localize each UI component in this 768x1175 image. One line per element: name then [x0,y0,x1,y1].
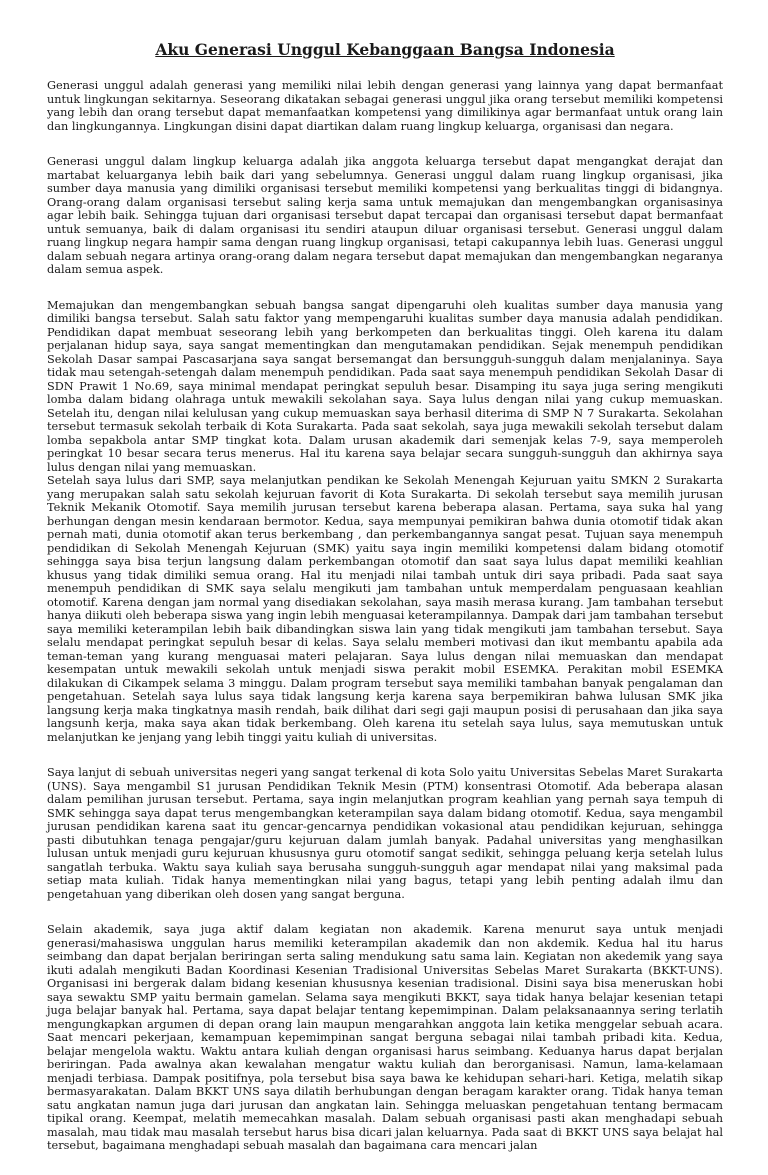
paragraph-5: Saya lanjut di sebuah universitas negeri yang sangat terkenal di kota Solo yaitu Universitas Sebelas Maret Surakarta (UNS). Saya mengambil S1 jurusan Pendidikan Teknik Mesin (PTM) konsentrasi Otomotif. Ada beberapa alasan dalam pemilihan jurusan tersebut. Pertama, saya ingin melanjutkan program keahlian yang pernah saya tempuh di SMK sehingga saya dapat terus mengembangkan keterampilan saya dalam bidang otomotif. Kedua, saya mengambil jurusan pendidikan karena saat itu gencar-gencarnya pendidikan vokasional atau pendidikan kejuruan, sehingga pasti dibutuhkan tenaga pengajar/guru kejuruan dalam jumlah banyak. Padahal universitas yang menghasilkan lulusan untuk menjadi guru kejuruan khususnya guru otomotif sangat sedikit, sehingga peluang kerja setelah lulus sangatlah terbuka. Waktu saya kuliah saya berusaha sungguh-sungguh agar mendapat nilai yang maksimal pada setiap mata kuliah. Tidak hanya mementingkan nilai yang bagus, tetapi yang lebih penting adalah ilmu dan pengetahuan yang diberikan oleh dosen yang sangat berguna. [47,766,723,901]
paragraph-4: Setelah saya lulus dari SMP, saya melanjutkan pendikan ke Sekolah Menengah Kejuruan yaitu SMKN 2 Surakarta yang merupakan salah satu sekolah kejuruan favorit di Kota Surakarta. Di sekolah tersebut saya memilih jurusan Teknik Mekanik Otomotif. Saya memilih jurusan tersebut karena beberapa alasan. Pertama, saya suka hal yang berhungan dengan mesin kendaraan bermotor. Kedua, saya mempunyai pemikiran bahwa dunia otomotif tidak akan pernah mati, dunia otomotif akan terus berkembang , dan perkembangannya sangat pesat. Tujuan saya menempuh pendidikan di Sekolah Menengah Kejuruan (SMK) yaitu saya ingin memiliki kompetensi dalam bidang otomotif sehingga saya bisa terjun langsung dalam perkembangan otomotif dan saat saya lulus dapat memiliki keahlian khusus yang tidak dimiliki semua orang. Hal itu menjadi nilai tambah untuk diri saya pribadi. Pada saat saya menempuh pendidikan di SMK saya selalu mengikuti jam tambahan untuk memperdalam penguasaan keahlian otomotif. Karena dengan jam normal yang disediakan sekolahan, saya masih merasa kurang. Jam tambahan tersebut hanya diikuti oleh beberapa siswa yang ingin lebih menguasai keterampilannya. Dampak dari jam tambahan tersebut saya memiliki keterampilan lebih baik dibandingkan siswa lain yang tidak mengikuti jam tambahan tersebut. Saya selalu mendapat peringkat sepuluh besar di kelas. Saya selalu memberi motivasi dan ikut membantu apabila ada teman-teman yang kurang menguasai materi pelajaran. Saya lulus dengan nilai memuaskan dan mendapat kesempatan untuk mewakili sekolah untuk menjadi siswa perakit mobil ESEMKA. Perakitan mobil ESEMKA dilakukan di Cikampek selama 3 minggu. Dalam program tersebut saya memiliki tambahan banyak pengalaman dan pengetahuan. Setelah saya lulus saya tidak langsung kerja karena saya berpemikiran bahwa lulusan SMK jika langsung kerja maka tingkatnya masih rendah, baik dilihat dari segi gaji maupun posisi di perusahaan dan jika saya langsunh kerja, maka saya akan tidak berkembang. Oleh karena itu setelah saya lulus, saya memutuskan untuk melanjutkan ke jenjang yang lebih tinggi yaitu kuliah di universitas. [47,474,723,744]
paragraph-3: Memajukan dan mengembangkan sebuah bangsa sangat dipengaruhi oleh kualitas sumber daya manusia yang dimiliki bangsa tersebut. Salah satu faktor yang mempengaruhi kualitas sumber daya manusia adalah pendidikan. Pendidikan dapat membuat seseorang lebih yang berkompeten dan berkualitas tinggi. Oleh karena itu dalam perjalanan hidup saya, saya sangat mementingkan dan mengutamakan pendidikan. Sejak menempuh pendidikan Sekolah Dasar sampai Pascasarjana saya sangat bersemangat dan bersungguh-sungguh dalam menjalaninya. Saya tidak mau setengah-setengah dalam menempuh pendidikan. Pada saat saya menempuh pendidikan Sekolah Dasar di SDN Prawit 1 No.69, saya minimal mendapat peringkat sepuluh besar. Disamping itu saya juga sering mengikuti lomba dalam bidang olahraga untuk mewakili sekolahan saya. Saya lulus dengan nilai yang cukup memuaskan. Setelah itu, dengan nilai kelulusan yang cukup memuaskan saya berhasil diterima di SMP N 7 Surakarta. Sekolahan tersebut termasuk sekolah terbaik di Kota Surakarta. Pada saat sekolah, saya juga mewakili sekolah tersebut dalam lomba sepakbola antar SMP tingkat kota. Dalam urusan akademik dari semenjak kelas 7-9, saya memperoleh peringkat 10 besar secara terus menerus. Hal itu karena saya belajar secara sungguh-sungguh dan akhirnya saya lulus dengan nilai yang memuaskan. [47,298,723,474]
paragraph-2: Generasi unggul dalam lingkup keluarga adalah jika anggota keluarga tersebut dapat mengangkat derajat dan martabat keluarganya lebih baik dari yang sebelumnya. Generasi unggul dalam ruang lingkup organisasi, jika sumber daya manusia yang dimiliki organisasi tersebut memiliki kompetensi yang berkualitas tinggi di bidangnya. Orang-orang dalam organisasi tersebut saling kerja sama untuk memajukan dan mengembangkan organisasinya agar lebih baik. Sehingga tujuan dari organisasi tersebut dapat tercapai dan organisasi tersebut dapat bermanfaat untuk semuanya, baik di dalam organisasi itu sendiri ataupun diluar organisasi tersebut. Generasi unggul dalam ruang lingkup negara hampir sama dengan ruang lingkup organisasi, tetapi cakupannya lebih luas. Generasi unggul dalam sebuah negara artinya orang-orang dalam negara tersebut dapat memajukan dan mengembangkan negaranya dalam semua aspek. [47,155,723,276]
document-page [47,40,723,1175]
document-title: Aku Generasi Unggul Kebanggaan Bangsa Indonesia [155,40,615,59]
paragraph-1: Generasi unggul adalah generasi yang memiliki nilai lebih dengan generasi yang lainnya yang dapat bermanfaat untuk lingkungan sekitarnya. Seseorang dikatakan sebagai generasi unggul jika orang tersebut memiliki kompetensi yang lebih dan orang tersebut dapat memanfaatkan kompetensi yang dimilikinya agar bermanfaat untuk orang lain dan lingkungannya. Lingkungan disini dapat diartikan dalam ruang lingkup keluarga, organisasi dan negara. [47,79,723,133]
paragraph-6: Selain akademik, saya juga aktif dalam kegiatan non akademik. Karena menurut saya untuk menjadi generasi/mahasiswa unggulan harus memiliki keterampilan akademik dan non akdemik. Kedua hal itu harus seimbang dan dapat berjalan beriringan serta saling mendukung satu sama lain. Kegiatan non akedemik yang saya ikuti adalah mengikuti Badan Koordinasi Kesenian Tradisional Universitas Sebelas Maret Surakarta (BKKT-UNS). Organisasi ini bergerak dalam bidang kesenian khususnya kesenian tradisional. Disini saya bisa meneruskan hobi saya sewaktu SMP yaitu bermain gamelan. Selama saya mengikuti BKKT, saya tidak hanya belajar kesenian tetapi juga belajar banyak hal. Pertama, saya dapat belajar tentang kepemimpinan. Dalam pelaksanaannya sering terlatih mengungkapkan argumen di depan orang lain maupun mengarahkan anggota lain ketika menggelar sebuah acara. Saat mencari pekerjaan, kemampuan kepemimpinan sangat berguna sebagai nilai tambah pribadi kita. Kedua, belajar mengelola waktu. Waktu antara kuliah dengan organisasi harus seimbang. Keduanya harus dapat berjalan beriringan. Pada awalnya akan kewalahan mengatur waktu kuliah dan berorganisasi. Namun, lama-kelamaan menjadi terbiasa. Dampak positifnya, pola tersebut bisa saya bawa ke kehidupan sehari-hari. Ketiga, melatih sikap bermasyarakatan. Dalam BKKT UNS saya dilatih berhubungan dengan beragam karakter orang. Tidak hanya teman satu angkatan namun juga dari jurusan dan angkatan lain. Sehingga meluaskan pengetahuan tentang bermacam tipikal orang. Keempat, melatih memecahkan masalah. Dalam sebuah organisasi pasti akan menghadapi sebuah masalah, mau tidak mau masalah tersebut harus bisa dicari jalan keluarnya. Pada saat di BKKT UNS saya belajat hal tersebut, bagaimana menghadapi sebuah masalah dan bagaimana cara mencari jalan [47,923,723,1152]
